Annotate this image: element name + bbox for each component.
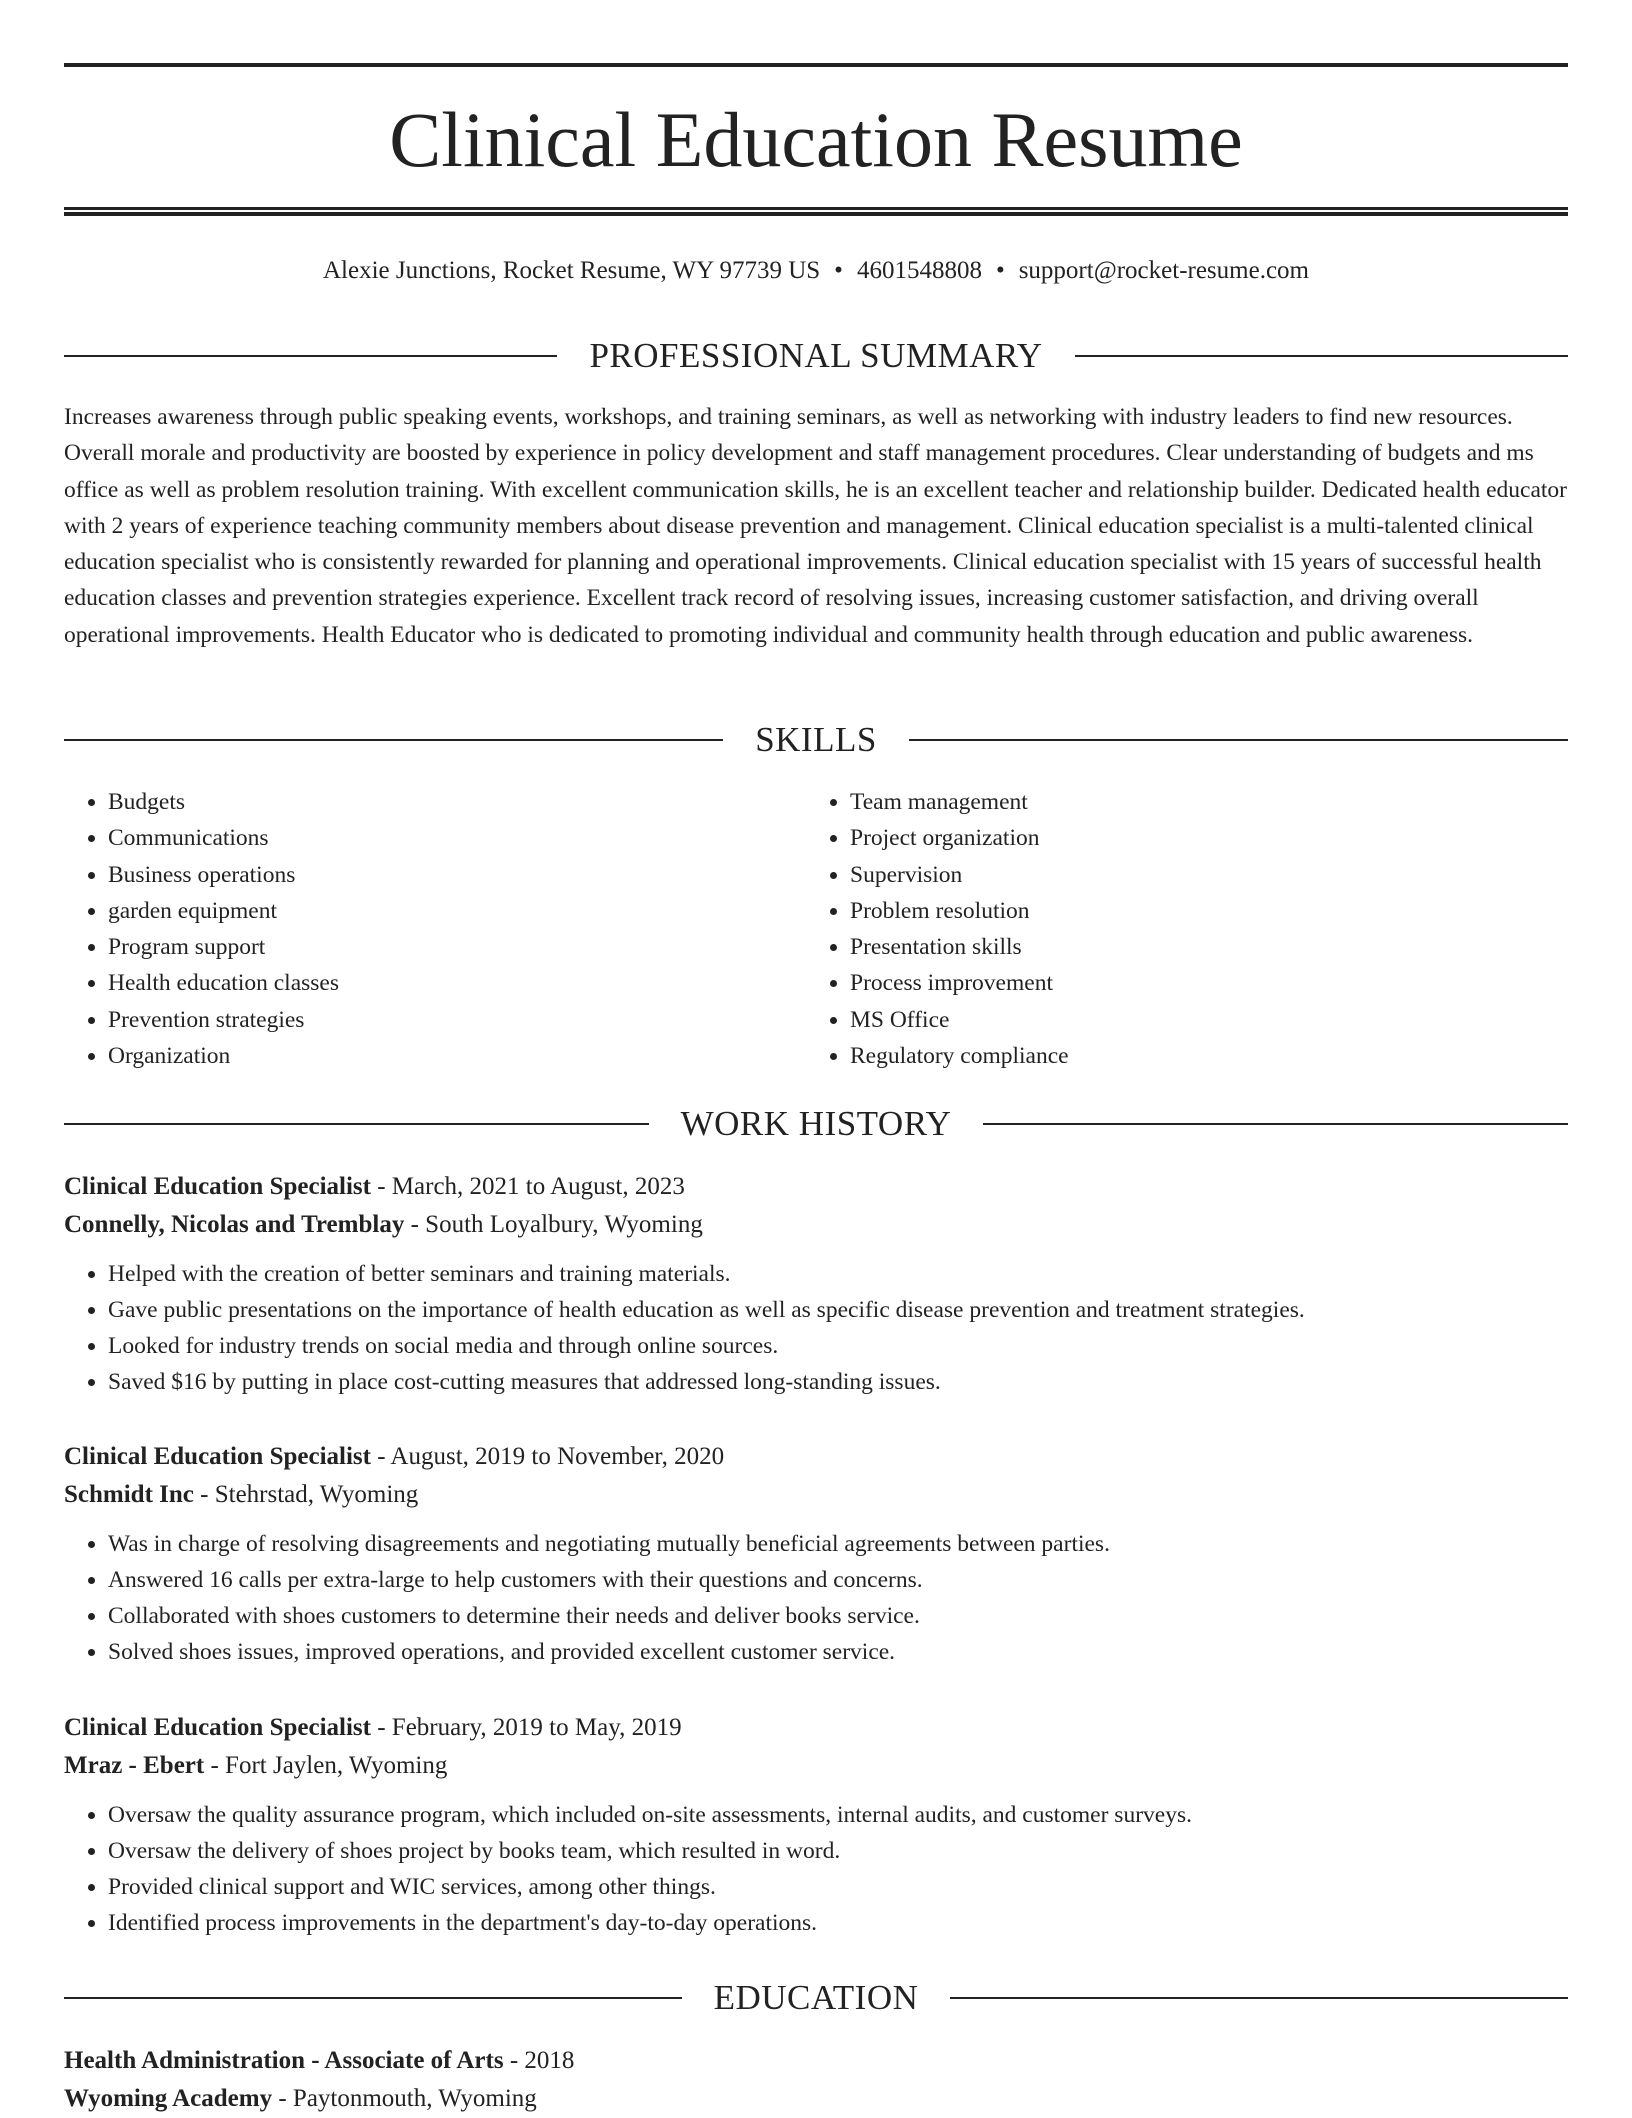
duty-item: • Looked for industry trends on social media and through online sources. bbox=[108, 1328, 1568, 1364]
job-duties bbox=[64, 1526, 1568, 1670]
job-title: Clinical Education Specialist bbox=[64, 1443, 371, 1470]
education-heading: EDUCATION bbox=[713, 1978, 919, 2017]
divider-line bbox=[950, 1997, 1568, 1999]
job-location: - South Loyalbury, Wyoming bbox=[404, 1211, 703, 1238]
skill-item: • Team management bbox=[850, 784, 1568, 820]
contact-address: Alexie Junctions, Rocket Resume, WY 97739 US bbox=[323, 257, 821, 284]
summary-heading: PROFESSIONAL SUMMARY bbox=[589, 336, 1043, 375]
contact-email: support@rocket-resume.com bbox=[1018, 257, 1309, 284]
duty-item: • Gave public presentations on the importance of health education as well as specific disease prevention and treatment strategies. bbox=[108, 1292, 1568, 1328]
job-dates: - August, 2019 to November, 2020 bbox=[370, 1443, 725, 1470]
duty-item: • Oversaw the quality assurance program, which included on-site assessments, internal audits, and customer surveys. bbox=[108, 1797, 1568, 1833]
skill-item: • Communications bbox=[108, 820, 806, 856]
job-duties bbox=[64, 1256, 1568, 1400]
duty-item: • Collaborated with shoes customers to determine their needs and deliver books service. bbox=[108, 1598, 1568, 1634]
divider-line bbox=[983, 1123, 1568, 1125]
skills-heading: SKILLS bbox=[755, 720, 877, 759]
skill-item: • Regulatory compliance bbox=[850, 1038, 1568, 1074]
job-company: Mraz - Ebert bbox=[64, 1752, 205, 1779]
job-entry bbox=[64, 1709, 1568, 1941]
job-entry bbox=[64, 1168, 1568, 1400]
skill-item: • Project organization bbox=[850, 820, 1568, 856]
education-degree: Health Administration - Associate of Arts bbox=[64, 2047, 504, 2074]
job-title: Clinical Education Specialist bbox=[64, 1173, 371, 1200]
title-double-rule bbox=[64, 207, 1568, 216]
job-company: Connelly, Nicolas and Tremblay bbox=[64, 1211, 405, 1238]
skills-column-left bbox=[64, 784, 806, 1074]
divider-line bbox=[64, 1997, 682, 1999]
divider-line bbox=[909, 739, 1568, 741]
duty-item: • Helped with the creation of better seminars and training materials. bbox=[108, 1256, 1568, 1292]
skill-item: • Budgets bbox=[108, 784, 806, 820]
divider-line bbox=[1075, 355, 1568, 357]
bullet-separator: • bbox=[834, 257, 843, 284]
skill-item: • Supervision bbox=[850, 857, 1568, 893]
education-section-header bbox=[64, 1976, 1568, 2020]
education-year: - 2018 bbox=[503, 2047, 575, 2074]
job-location: - Stehrstad, Wyoming bbox=[193, 1481, 419, 1508]
skill-item: • garden equipment bbox=[108, 893, 806, 929]
job-dates: - March, 2021 to August, 2023 bbox=[370, 1173, 685, 1200]
job-entry bbox=[64, 1438, 1568, 1670]
top-rule bbox=[64, 63, 1568, 67]
contact-phone: 4601548808 bbox=[856, 257, 982, 284]
work-heading: WORK HISTORY bbox=[680, 1104, 952, 1143]
divider-line bbox=[64, 1123, 649, 1125]
skills-list bbox=[64, 784, 1568, 1074]
duty-item: • Saved $16 by putting in place cost-cutting measures that addressed long-standing issues. bbox=[108, 1364, 1568, 1400]
divider-line bbox=[64, 355, 557, 357]
summary-section-header bbox=[64, 334, 1568, 378]
skill-item: • Business operations bbox=[108, 857, 806, 893]
work-section-header bbox=[64, 1102, 1568, 1146]
duty-item: • Provided clinical support and WIC services, among other things. bbox=[108, 1869, 1568, 1905]
job-title: Clinical Education Specialist bbox=[64, 1714, 371, 1741]
duty-item: • Solved shoes issues, improved operations, and provided excellent customer service. bbox=[108, 1634, 1568, 1670]
divider-line bbox=[64, 739, 723, 741]
duty-item: • Answered 16 calls per extra-large to help customers with their questions and concerns. bbox=[108, 1562, 1568, 1598]
job-company: Schmidt Inc bbox=[64, 1481, 194, 1508]
skill-item: • Process improvement bbox=[850, 965, 1568, 1001]
education-location: - Paytonmouth, Wyoming bbox=[272, 2085, 537, 2112]
skill-item: • Prevention strategies bbox=[108, 1002, 806, 1038]
skills-section-header bbox=[64, 718, 1568, 762]
duty-item: • Oversaw the delivery of shoes project by books team, which resulted in word. bbox=[108, 1833, 1568, 1869]
skill-item: • Presentation skills bbox=[850, 929, 1568, 965]
skills-column-right bbox=[806, 784, 1568, 1074]
skill-item: • MS Office bbox=[850, 1002, 1568, 1038]
education-school: Wyoming Academy bbox=[64, 2085, 273, 2112]
skill-item: • Organization bbox=[108, 1038, 806, 1074]
resume-title: Clinical Education Resume bbox=[389, 96, 1243, 183]
bullet-separator: • bbox=[995, 257, 1005, 284]
job-dates: - February, 2019 to May, 2019 bbox=[370, 1714, 682, 1741]
summary-text: Increases awareness through public speaking events, workshops, and training seminars, as well as networking with industry leaders to find new resources. Overall morale and productivity are boosted by experience in policy development and staff management procedures. Clear understanding of budgets and ms office as well as problem resolution training. With excellent communication skills, he is an excellent teacher and relationship builder. Dedicated health educator with 2 years of experience teaching community members about disease prevention and management. Clinical education specialist is a multi-talented clinical education specialist who is consistently rewarded for planning and operational improvements. Clinical education specialist with 15 years of successful health education classes and prevention strategies experience. Excellent track record of resolving issues, increasing customer satisfaction, and driving overall operational improvements. Health Educator who is dedicated to promoting individual and community health through education and public awareness. bbox=[64, 404, 1568, 648]
duty-item: • Was in charge of resolving disagreements and negotiating mutually beneficial agreements between parties. bbox=[108, 1526, 1568, 1562]
job-duties bbox=[64, 1797, 1568, 1941]
contact-line bbox=[64, 254, 1568, 288]
education-entry bbox=[64, 2042, 1568, 2118]
job-location: - Fort Jaylen, Wyoming bbox=[204, 1752, 448, 1779]
skill-item: • Health education classes bbox=[108, 965, 806, 1001]
skill-item: • Program support bbox=[108, 929, 806, 965]
skill-item: • Problem resolution bbox=[850, 893, 1568, 929]
duty-item: • Identified process improvements in the department's day-to-day operations. bbox=[108, 1905, 1568, 1941]
